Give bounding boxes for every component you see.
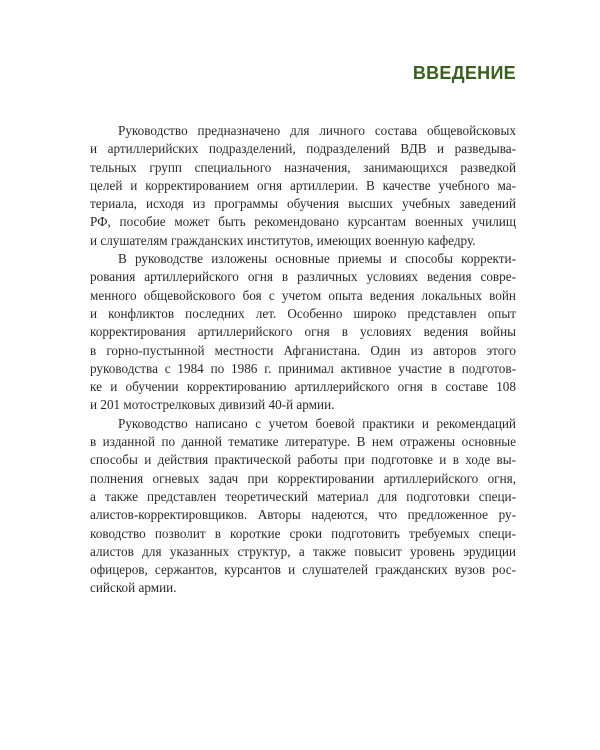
paragraph-2-line: корректирования артиллерийского огня в условиях ведения войны xyxy=(90,324,516,340)
paragraph-3-line: алистов для указанных структур, а также повысит уровень эрудиции xyxy=(90,543,516,559)
paragraph-2-line: ке и обучении корректированию артиллерийского огня в составе 108 xyxy=(90,379,516,395)
paragraph-3-line: а также представлен теоретический материал для подготовки специ- xyxy=(90,488,516,504)
paragraph-3-line: способы и действия практической работы при подготовке и в ходе вы- xyxy=(90,452,516,468)
paragraph-1-line: и слушателям гражданских институтов, имеющих военную кафедру. xyxy=(90,232,476,248)
paragraph-2-line: и 201 мотострелковых дивизий 40-й армии. xyxy=(90,397,335,413)
page-title: ВВЕДЕНИЕ xyxy=(412,63,516,83)
paragraph-2-line: в горно-пустынной местности Афганистана. Один из авторов этого xyxy=(90,342,516,358)
paragraph-2-line: рования артиллерийского огня в различных условиях ведения совре- xyxy=(90,269,516,285)
paragraph-2-line: руководства с 1984 по 1986 г. принимал активное участие в подготов- xyxy=(90,360,516,376)
paragraph-1-line: РФ, пособие может быть рекомендовано курсантам военных училищ xyxy=(90,214,516,230)
paragraph-3-line: Руководство написано с учетом боевой практики и рекомендаций xyxy=(118,415,516,431)
paragraph-3-line: алистов-корректировщиков. Авторы надеются, что предложенное ру- xyxy=(90,507,516,523)
paragraph-3-line: сийской армии. xyxy=(90,580,177,596)
paragraph-1-line: целей и корректированием огня артиллерии. В качестве учебного ма- xyxy=(90,177,516,193)
paragraph-3-line: офицеров, сержантов, курсантов и слушателей гражданских вузов рос- xyxy=(90,562,516,578)
paragraph-1-line: Руководство предназначено для личного состава общевойсковых xyxy=(118,123,516,138)
paragraph-1-line: териала, исходя из программы обучения высших учебных заведений xyxy=(90,196,516,212)
paragraph-1-line: тельных групп специального назначения, занимающихся разведкой xyxy=(90,159,516,175)
paragraph-2-line: менного общевойскового боя с учетом опыта ведения локальных войн xyxy=(90,287,516,303)
paragraph-1-line: и артиллерийских подразделений, подразделений ВДВ и разведыва- xyxy=(90,141,516,157)
paragraph-2-line: и конфликтов последних лет. Особенно широко представлен опыт xyxy=(90,305,516,321)
paragraph-3-line: в изданной по данной тематике литературе. В нем отражены основные xyxy=(90,434,516,450)
paragraph-3-line: полнения огневых задач при корректировании артиллерийского огня, xyxy=(90,470,516,486)
body-text xyxy=(90,122,516,598)
paragraph-2-line: В руководстве изложены основные приемы и способы корректи- xyxy=(118,251,516,267)
paragraph-3-line: ководство позволит в короткие сроки подготовить требуемых специ- xyxy=(90,525,516,541)
